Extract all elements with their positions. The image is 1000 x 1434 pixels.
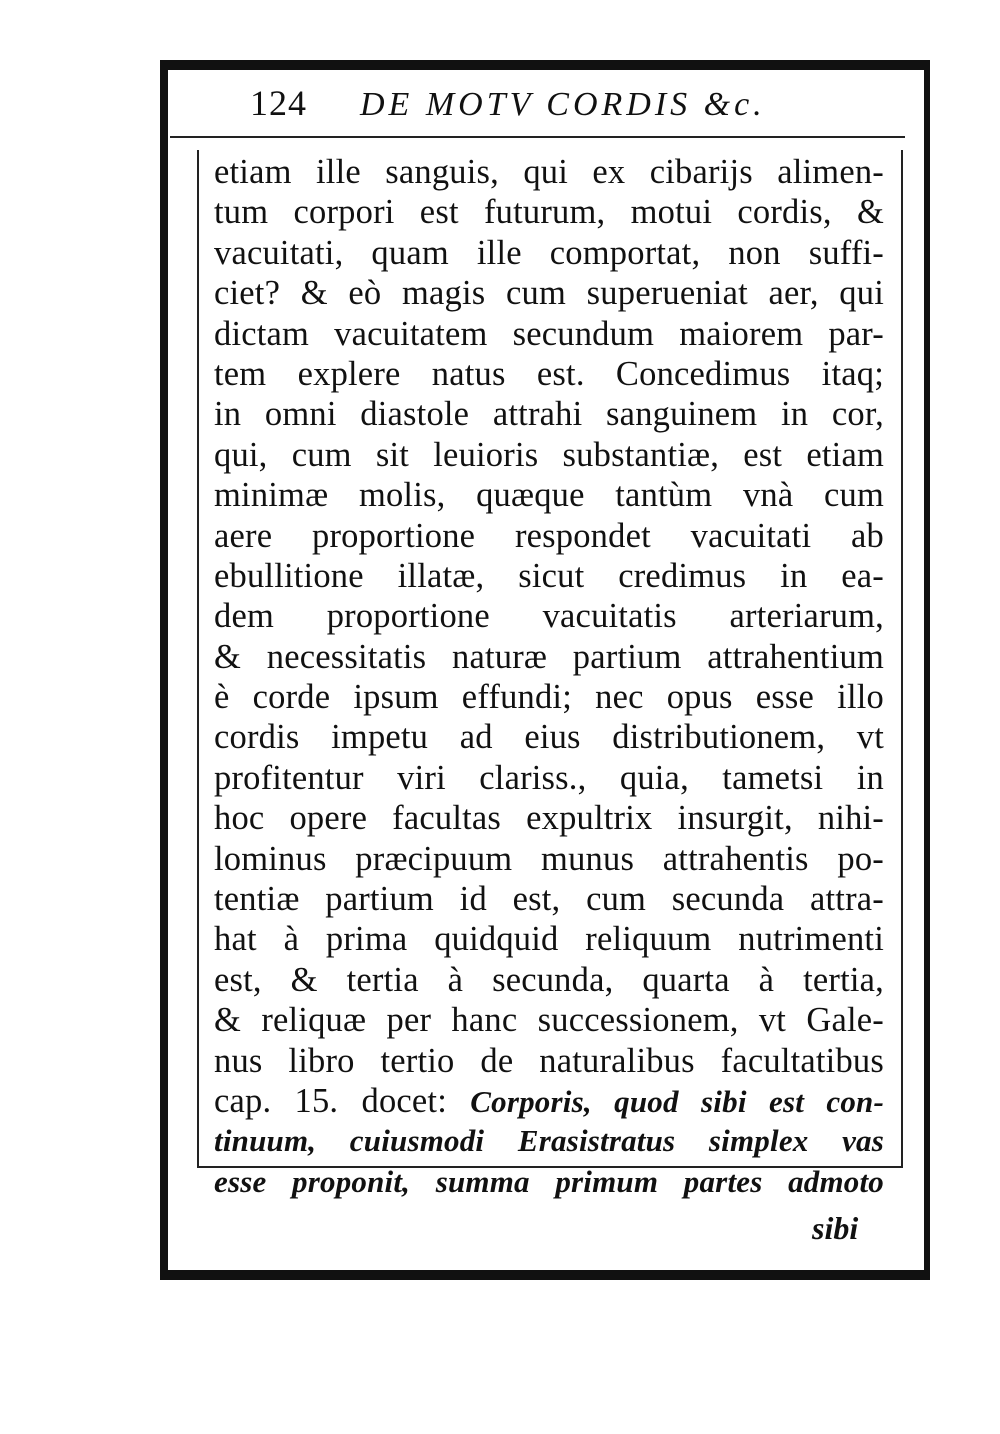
text-line: cordis impetu ad eius distributionem, vt (214, 718, 884, 757)
text-line: ciet? & eò magis cum superueniat aer, qui (214, 274, 884, 313)
text-line: & necessitatis naturæ partium attrahentium (214, 637, 884, 676)
text-line: qui, cum sit leuioris substantiæ, est etiam (214, 435, 884, 474)
text-line: ebullitione illatæ, sicut credimus in ea- (214, 556, 884, 595)
text-line: in omni diastole attrahi sanguinem in cor, (214, 395, 884, 434)
page-number: 124 (250, 83, 307, 123)
text-line: est, & tertia à secunda, quarta à tertia, (214, 960, 884, 999)
text-line: tem explere natus est. Concedimus itaq; (214, 354, 884, 393)
text-line-italic: esse proponit, summa primum partes admoto (214, 1163, 884, 1199)
text-line: profitentur viri clariss., quia, tametsi in (214, 758, 884, 797)
text-line: tentiæ partium id est, cum secunda attra- (214, 880, 884, 919)
text-italic-segment: Corporis, quod sibi est con- (470, 1083, 885, 1119)
text-line: & reliquæ per hanc successionem, vt Gale- (214, 1001, 884, 1040)
text-line: dictam vacuitatem secundum maiorem par- (214, 314, 884, 353)
text-line: è corde ipsum effundi; nec opus esse illo (214, 678, 884, 717)
text-line: tum corpori est futurum, motui cordis, & (214, 193, 884, 232)
text-line: minimæ molis, quæque tantùm vnà cum (214, 476, 884, 515)
text-line: aere proportione respondet vacuitati ab (214, 516, 884, 555)
text-line: dem proportione vacuitatis arteriarum, (214, 597, 884, 636)
text-line: vacuitati, quam ille comportat, non suffi- (214, 233, 884, 272)
catchword: sibi (812, 1210, 859, 1246)
text-line-italic: tinuum, cuiusmodi Erasistratus simplex vas (214, 1123, 884, 1159)
text-line: hoc opere facultas expultrix insurgit, nihi- (214, 799, 884, 838)
text-roman-segment: cap. 15. docet: (214, 1081, 447, 1120)
running-title: DE MOTV CORDIS &c. (360, 86, 766, 123)
text-line-mixed (214, 1081, 884, 1121)
body-text (214, 152, 884, 1202)
text-line: lominus præcipuum munus attrahentis po- (214, 839, 884, 878)
text-line: etiam ille sanguis, qui ex cibarijs alimen- (214, 153, 884, 191)
text-line: nus libro tertio de naturalibus facultatibus (214, 1041, 884, 1080)
header-rule (170, 136, 905, 138)
running-head (250, 82, 890, 132)
text-line: hat à prima quidquid reliquum nutrimenti (214, 920, 884, 959)
